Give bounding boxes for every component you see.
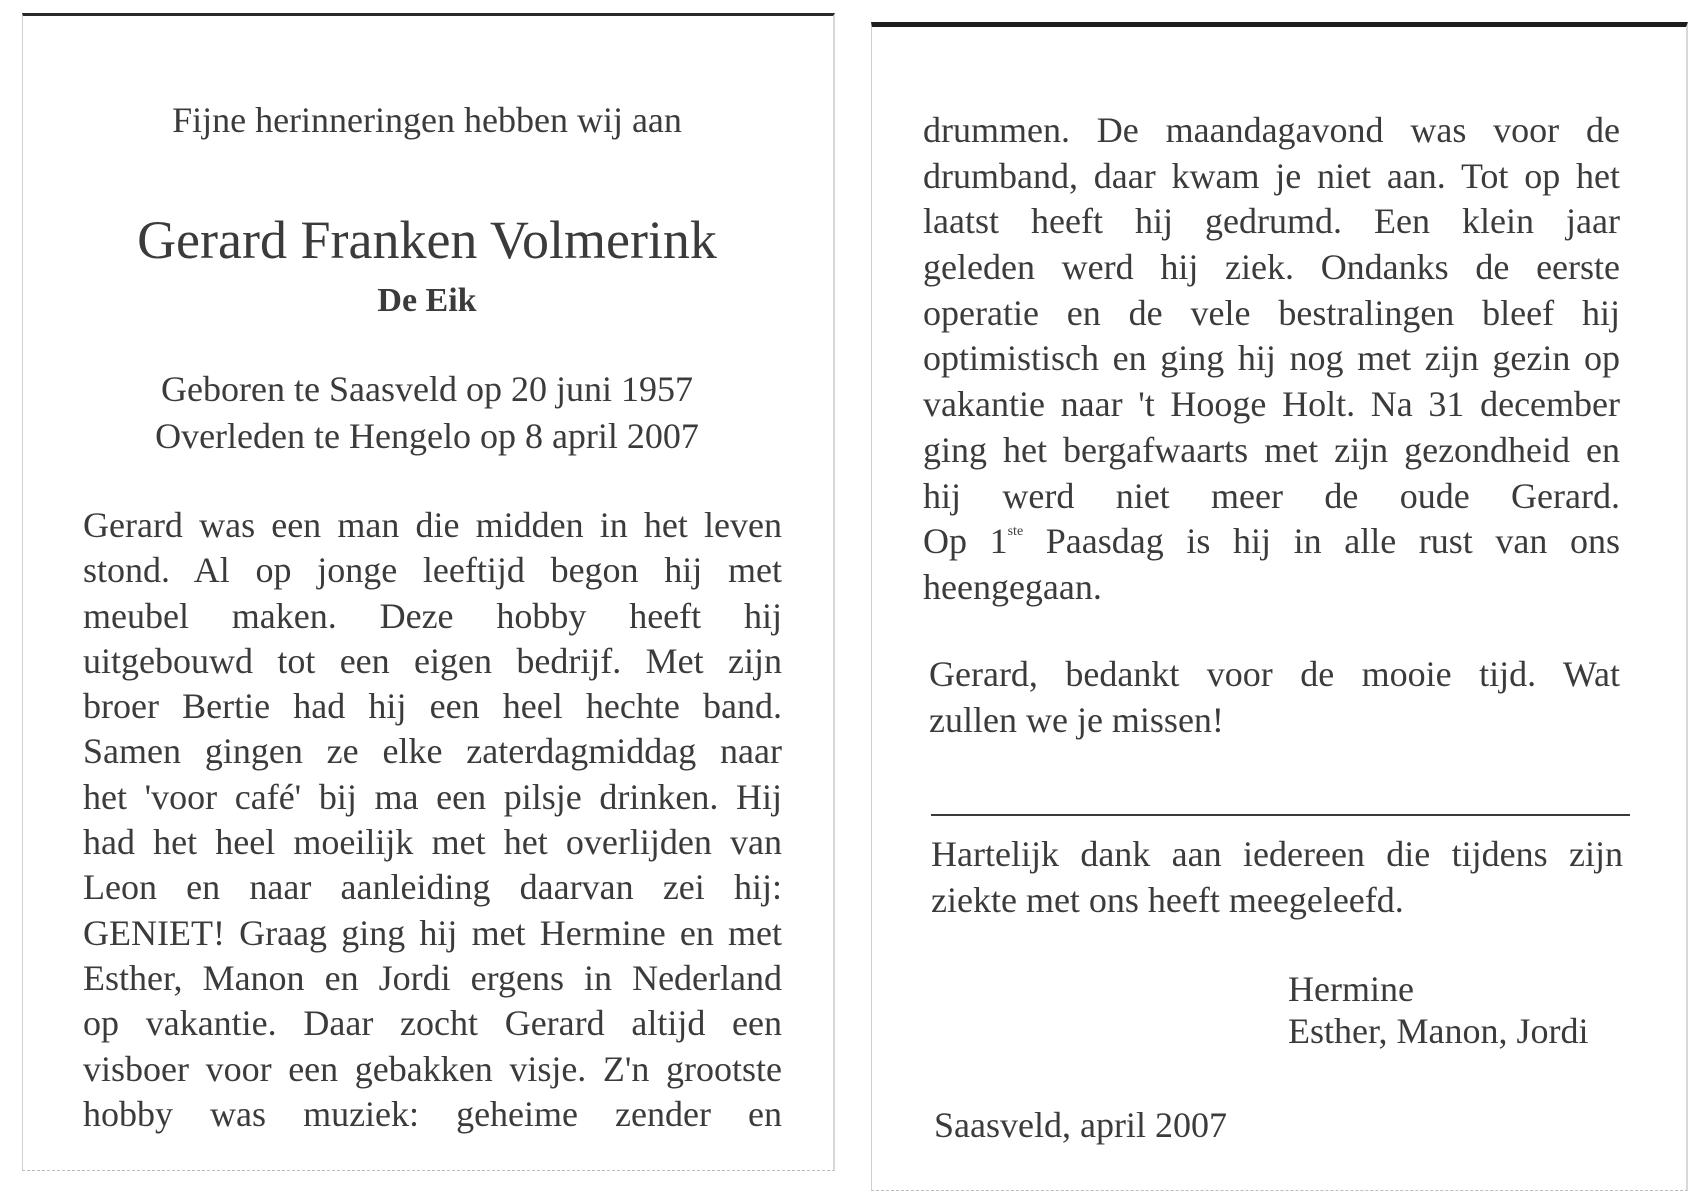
text-line: had het heel moeilijk met het overlijden van: [83, 822, 782, 863]
text-line: hobby was muziek: geheime zender en: [83, 1093, 782, 1134]
death-line: Overleden te Hengelo op 8 april 2007: [155, 416, 699, 456]
intro-text: Fijne herinneringen hebben wij aan: [172, 100, 682, 140]
farewell-text: [929, 652, 1620, 743]
place-date: Saasveld, april 2007: [934, 1105, 1227, 1145]
text-line: Gerard, bedankt voor de mooie tijd. Wat: [929, 654, 1620, 694]
text-line: Esther, Manon en Jordi ergens in Nederland: [83, 957, 782, 998]
text-line: visboer voor een gebakken visje. Z'n grootste: [83, 1048, 782, 1089]
ordinal-suffix: ste: [1007, 524, 1024, 540]
text-line: broer Bertie had hij een heel hechte band.: [83, 686, 782, 727]
text-line: meubel maken. Deze hobby heeft hij: [83, 595, 782, 636]
life-story-continued: [923, 108, 1620, 611]
text-line: GENIET! Graag ging hij met Hermine en met: [83, 912, 782, 953]
signature-hermine: Hermine: [1288, 969, 1414, 1009]
text-line: Leon en naar aanleiding daarvan zei hij:: [83, 867, 782, 908]
text-line: vakantie naar 't Hooge Holt. Na 31 december: [923, 384, 1620, 425]
text-line: laatst heeft hij gedrumd. Een klein jaar: [923, 201, 1620, 242]
text-line: op vakantie. Daar zocht Gerard altijd een: [83, 1003, 782, 1044]
text-line: uitgebouwd tot een eigen bedrijf. Met zijn: [83, 640, 782, 681]
text-line: stond. Al op jonge leeftijd begon hij met: [83, 550, 782, 591]
text-line: operatie en de vele bestralingen bleef hij: [923, 292, 1620, 333]
paasdag-pre: Op 1: [923, 521, 1008, 562]
text-line: zullen we je missen!: [929, 699, 1224, 740]
text-line: optimistisch en ging hij nog met zijn gezin op: [923, 338, 1620, 379]
text-line: drumband, daar kwam je niet aan. Tot op het: [923, 155, 1620, 196]
text-line: drummen. De maandagavond was voor de: [923, 110, 1620, 150]
signature-children: Esther, Manon, Jordi: [1288, 1011, 1589, 1051]
text-line: ziekte met ons heeft meegeleefd.: [931, 879, 1404, 920]
life-story-text: [83, 503, 782, 1137]
text-line: ging het bergafwaarts met zijn gezondheid en: [923, 429, 1620, 470]
text-line: geleden werd hij ziek. Ondanks de eerste: [923, 247, 1620, 288]
thanks-text: [931, 832, 1623, 923]
text-line: hij werd niet meer de oude Gerard.: [923, 475, 1620, 516]
text-line: heengegaan.: [923, 566, 1102, 607]
text-line: Samen gingen ze elke zaterdagmiddag naar: [83, 731, 782, 772]
text-line: Hartelijk dank aan iedereen die tijdens zijn: [931, 834, 1623, 874]
paasdag-post: Paasdag is hij in alle rust van ons: [1023, 521, 1620, 562]
birth-line: Geboren te Saasveld op 20 juni 1957: [161, 369, 693, 409]
text-line: het 'voor café' bij ma een pilsje drinken. Hij: [83, 776, 782, 817]
deceased-name: Gerard Franken Volmerink: [137, 210, 717, 270]
text-line: [923, 519, 1620, 565]
divider-line: [931, 814, 1630, 816]
text-line: Gerard was een man die midden in het leven: [83, 505, 782, 545]
nickname: De Eik: [377, 282, 477, 319]
